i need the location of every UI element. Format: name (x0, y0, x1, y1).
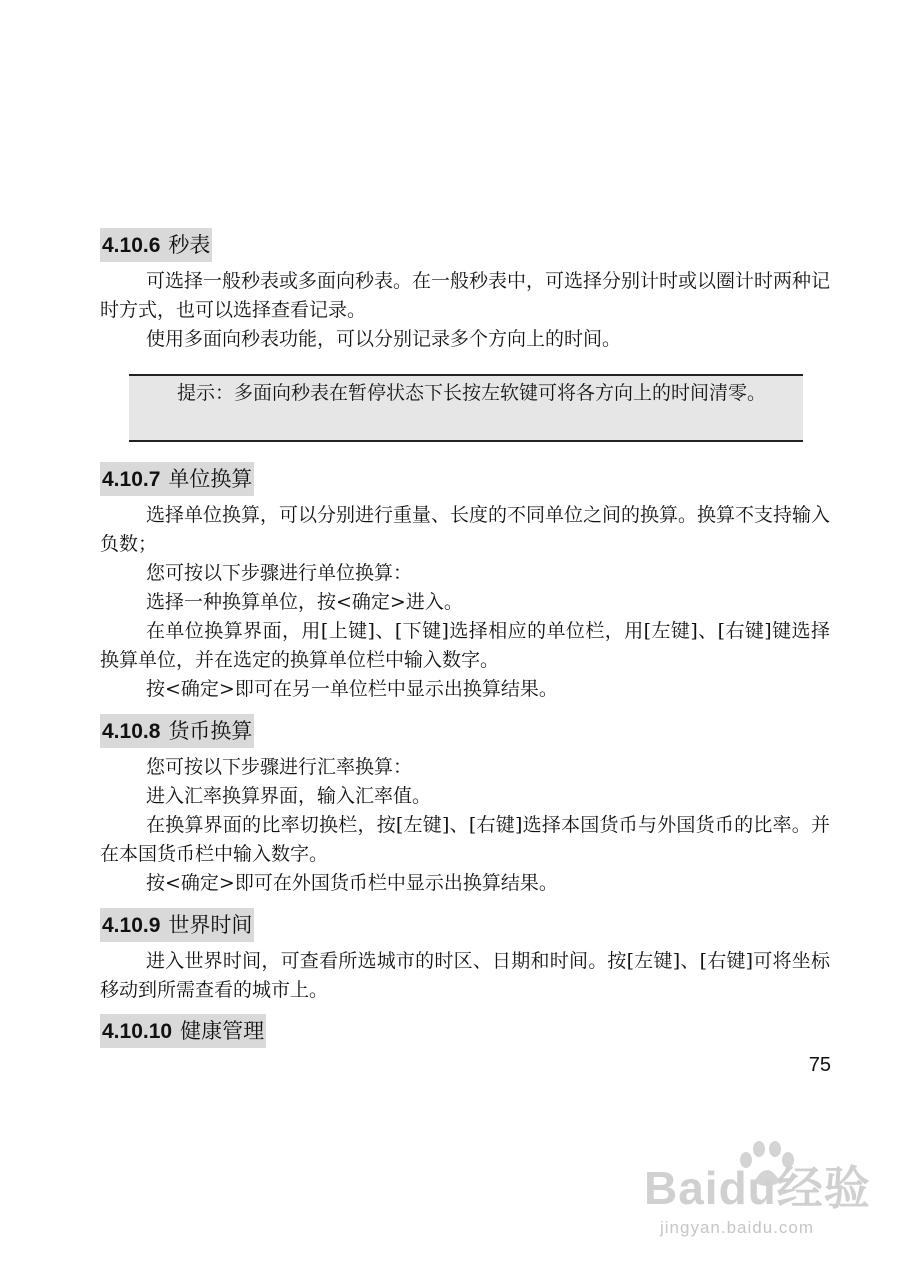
section-heading-world-time (100, 908, 254, 942)
unit-paragraph-4: 在单位换算界面，用[上键]、[下键]选择相应的单位栏，用[左键]、[右键]键选择换算单位，并在选定的换算单位栏中输入数字。 (100, 620, 830, 671)
unit-paragraph-5: 按<确定>即可在另一单位栏中显示出换算结果。 (146, 678, 558, 700)
section-number: 4.10.8 (102, 720, 161, 743)
section-title: 货币换算 (168, 719, 253, 743)
currency-paragraph-1: 您可按以下步骤进行汇率换算： (146, 756, 413, 778)
tip-text: 提示：多面向秒表在暂停状态下长按左软键可将各方向上的时间清零。 (177, 382, 767, 404)
section-heading-stopwatch (100, 228, 212, 262)
section-title: 秒表 (168, 233, 211, 257)
currency-paragraph-4: 按<确定>即可在外国货币栏中显示出换算结果。 (146, 872, 558, 894)
watermark-url: jingyan.baidu.com (660, 1218, 815, 1237)
unit-paragraph-3: 选择一种换算单位，按<确定>进入。 (146, 591, 463, 613)
section-number: 4.10.6 (102, 234, 161, 257)
baidu-watermark (640, 1140, 880, 1250)
unit-paragraph-1: 选择单位换算，可以分别进行重量、长度的不同单位之间的换算。换算不支持输入负数； (100, 504, 831, 555)
page-number: 75 (808, 1054, 831, 1076)
section-heading-unit-conversion (100, 462, 254, 496)
currency-paragraph-2: 进入汇率换算界面，输入汇率值。 (146, 785, 432, 807)
stopwatch-paragraph-1: 可选择一般秒表或多面向秒表。在一般秒表中，可选择分别计时或以圈计时两种记时方式，也可以选择查看记录。 (100, 270, 831, 321)
section-title: 单位换算 (168, 467, 253, 491)
currency-paragraph-3: 在换算界面的比率切换栏，按[左键]、[右键]选择本国货币与外国货币的比率。并在本国货币栏中输入数字。 (100, 814, 830, 865)
section-title: 世界时间 (168, 913, 253, 937)
section-number: 4.10.9 (102, 914, 161, 937)
section-heading-currency-conversion (100, 714, 254, 748)
section-number: 4.10.10 (102, 1020, 173, 1043)
world-time-paragraph-1: 进入世界时间，可查看所选城市的时区、日期和时间。按[左键]、[右键]可将坐标移动到所需查看的城市上。 (100, 950, 830, 1001)
stopwatch-paragraph-2: 使用多面向秒表功能，可以分别记录多个方向上的时间。 (146, 328, 622, 350)
watermark-logo: Baidu经验 (644, 1162, 871, 1214)
tip-box (129, 374, 803, 442)
section-title: 健康管理 (180, 1019, 265, 1043)
section-number: 4.10.7 (102, 468, 161, 491)
section-heading-health-management (100, 1014, 266, 1048)
unit-paragraph-2: 您可按以下步骤进行单位换算： (146, 562, 413, 584)
